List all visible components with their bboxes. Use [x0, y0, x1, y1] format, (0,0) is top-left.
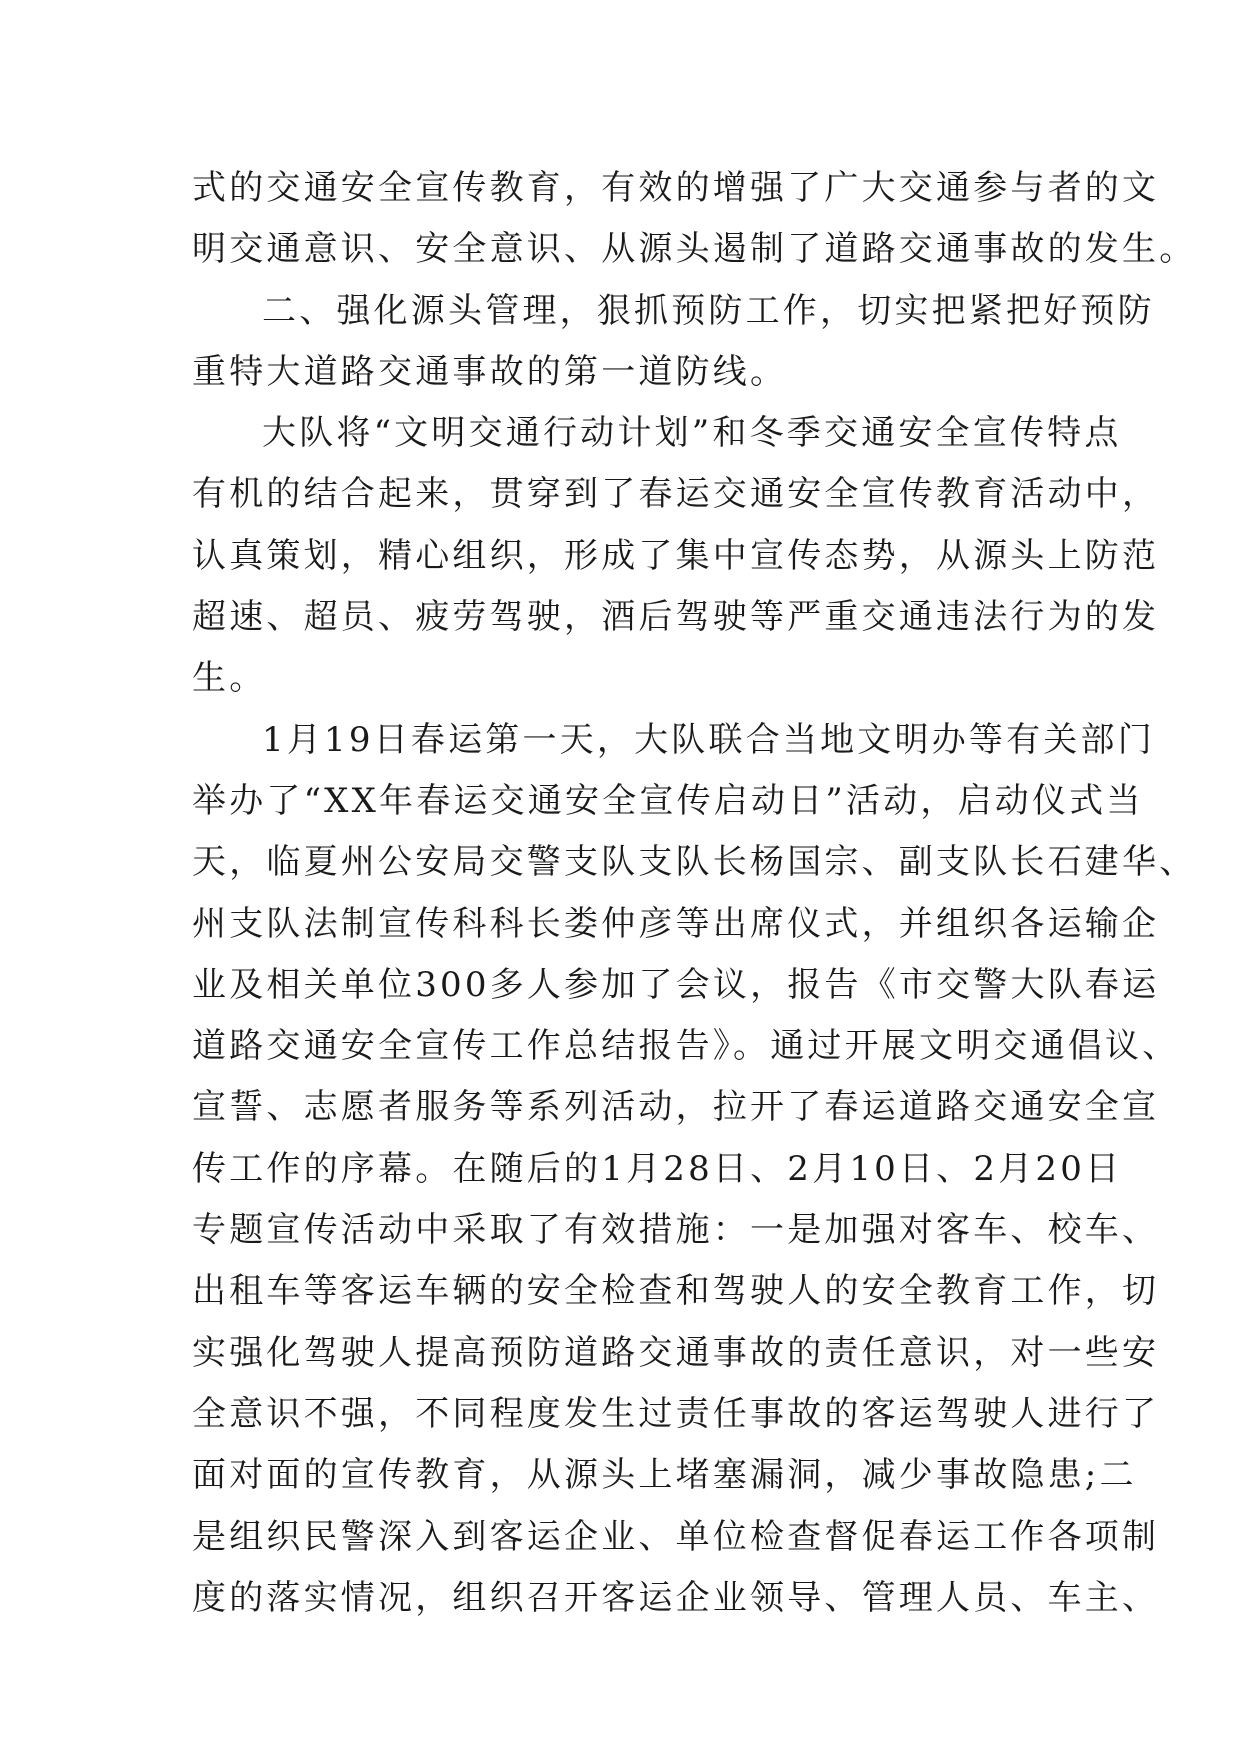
text-line-8: 超速、超员、疲劳驾驶，酒后驾驶等严重交通违法行为的发	[192, 597, 1160, 638]
text-line-23: 是组织民警深入到客运企业、单位检查督促春运工作各项制	[192, 1516, 1160, 1557]
text-line-22: 面对面的宣传教育，从源头上堵塞漏洞，减少事故隐患;二	[192, 1455, 1137, 1496]
text-line-13: 州支队法制宣传科科长娄仲彦等出席仪式，并组织各运输企	[192, 903, 1160, 944]
text-line-20: 实强化驾驶人提高预防道路交通事故的责任意识，对一些安	[192, 1332, 1160, 1373]
text-line-4: 重特大道路交通事故的第一道防线。	[192, 351, 788, 392]
text-line-9: 生。	[192, 658, 267, 699]
text-line-7: 认真策划，精心组织，形成了集中宣传态势，从源头上防范	[192, 535, 1160, 576]
text-line-1: 式的交通安全宣传教育，有效的增强了广大交通参与者的文	[192, 168, 1160, 208]
text-line-2: 明交通意识、安全意识、从源头遏制了道路交通事故的发生。	[192, 229, 1197, 270]
text-line-19: 出租车等客运车辆的安全检查和驾驶人的安全教育工作，切	[192, 1271, 1160, 1312]
text-line-14: 业及相关单位300多人参加了会议，报告《市交警大队春运	[192, 964, 1160, 1005]
text-line-11: 举办了“XX年春运交通安全宣传启动日”活动，启动仪式当	[192, 780, 1144, 821]
text-line-6: 有机的结合起来，贯穿到了春运交通安全宣传教育活动中，	[192, 474, 1160, 515]
text-line-5: 大队将“文明交通行动计划”和冬季交通安全宣传特点	[262, 413, 1122, 454]
text-line-10: 1月19日春运第一天，大队联合当地文明办等有关部门	[262, 719, 1155, 760]
text-line-18: 专题宣传活动中采取了有效措施：一是加强对客车、校车、	[192, 1210, 1160, 1251]
text-line-24: 度的落实情况，组织召开客运企业领导、管理人员、车主、	[192, 1577, 1160, 1618]
text-line-17: 传工作的序幕。在随后的1月28日、2月10日、2月20日	[192, 1148, 1123, 1189]
text-line-12: 天，临夏州公安局交警支队支队长杨国宗、副支队长石建华、	[192, 842, 1197, 883]
text-line-21: 全意识不强，不同程度发生过责任事故的客运驾驶人进行了	[192, 1393, 1160, 1434]
text-line-3: 二、强化源头管理，狠抓预防工作，切实把紧把好预防	[262, 290, 1155, 331]
text-line-15: 道路交通安全宣传工作总结报告》。通过开展文明交通倡议、	[192, 1026, 1180, 1067]
body-text	[192, 158, 1197, 1629]
text-line-16: 宣誓、志愿者服务等系列活动，拉开了春运道路交通安全宣	[192, 1087, 1160, 1128]
